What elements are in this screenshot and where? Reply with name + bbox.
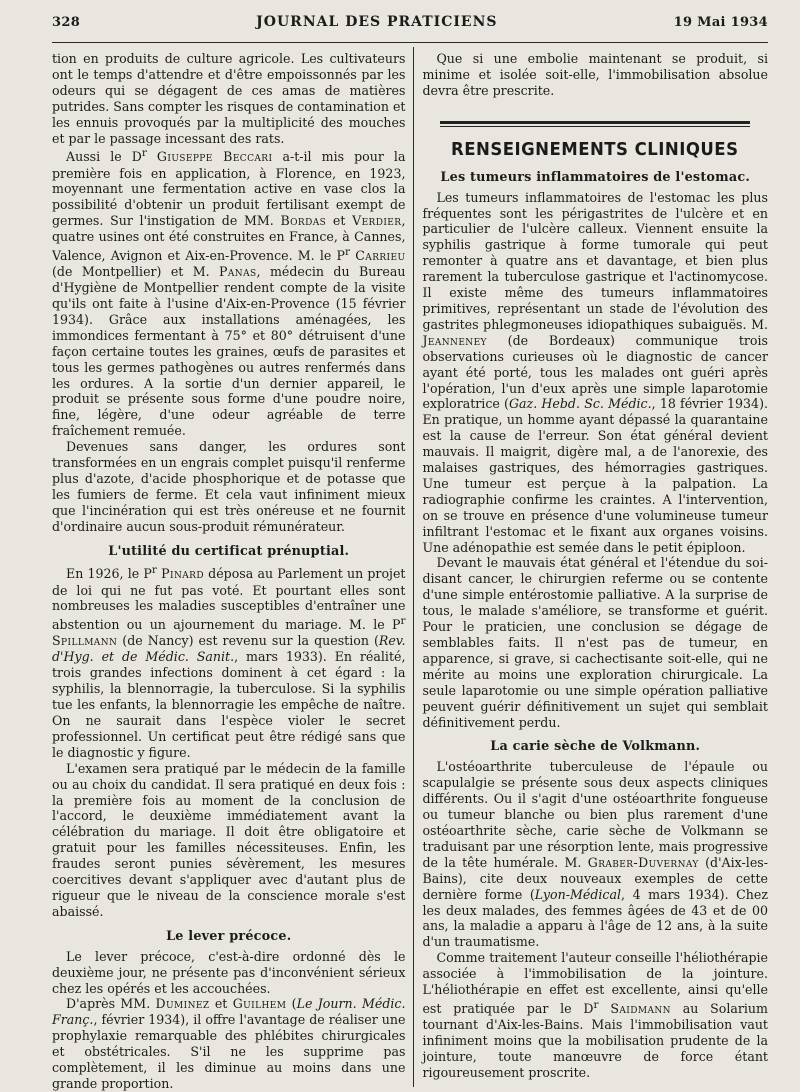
- journal-title: JOURNAL DES PRATICIENS: [256, 14, 498, 30]
- paragraph: Que si une embolie maintenant se produit, si minime et isolée soit-elle, l'immobilisation absolue devra être prescrite.: [422, 51, 768, 98]
- issue-date: 19 Mai 1934: [673, 15, 768, 30]
- paragraph: En 1926, le $P^r$ Pinard déposa au Parlement un projet de loi qui ne fut pas voté. Et pourtant elles sont nombreuses les maladies susceptibles d'entraîner une abstention ou un ajournement du mariage. M. le $P^r$ Spillmann (de Nancy) est revenu sur la question (Rev. d'Hyg. et de Médic. Sanit., mars 1933). En réalité, trois grandes infections dominent à cet égard : la syphilis, la blennorragie, la tuberculose. Si la syphilis tue les enfants, la blennorragie les empêche de naître. On ne saurait dans l'espèce violer le secret professionnel. Un certificat peut être rédigé sans que le diagnostic y figure.: [52, 564, 406, 760]
- section-rule: [440, 121, 750, 127]
- paragraph: L'ostéoarthrite tuberculeuse de l'épaule ou scapulalgie se présente sous deux aspects cliniques différents. Ou il s'agit d'une ostéoarthrite fongueuse ou tumeur blanche ou bien plus rarement d'une ostéoarthrite sèche, carie sèche de Volkmann se traduisant par une résorption lente, mais progressive de la tête humérale. M. Graber-Duvernay (d'Aix-les-Bains), cite deux nouveaux exemples de cette dernière forme (Lyon-Médical, 4 mars 1934). Chez les deux malades, des femmes âgées de 43 et de 00 ans, la maladie a apparu à l'âge de 12 ans, à la suite d'un traumatisme.: [422, 759, 768, 950]
- paragraph: D'après MM. Duminez et Guilhem (Le Journ. Médic. Franç., février 1934), il offre l'avantage de réaliser une prophylaxie remarquable des phlébites chirurgicales et obstétricales. S'il ne les supprime pas complètement, il les diminue au moins dans une grande proportion.: [52, 996, 406, 1091]
- left-column: [52, 51, 413, 1092]
- paragraph: Devant le mauvais état général et l'étendue du soi-disant cancer, le chirurgien referme ou se contente d'une simple entérostomie palliative. A la surprise de tous, le malade s'améliore, se transforme et guérit. Pour le praticien, une conclusion se dégage de semblables faits. Il n'est pas de tumeur, en apparence, si grave, si cachectisante soit-elle, qui ne mérite au moins une exploration chirurgicale. La seule laparotomie ou une simple opération palliative peuvent guérir définitivement un sujet qui semblait définitivement perdu.: [422, 555, 768, 730]
- paragraph: Devenues sans danger, les ordures sont transformées en un engrais complet puisqu'il renferme plus d'azote, d'acide phosphorique et de potasse que les fumiers de ferme. Et cela vaut infiniment mieux que l'incinération qui est très onéreuse et ne fournit d'ordinaire aucun sous-produit rémunérateur.: [52, 439, 406, 534]
- paragraph: Aussi le $D^r$ Giuseppe Beccari a-t-il mis pour la première fois en application, à Florence, en 1923, moyennant une fermentation active en vase clos la possibilité d'obtenir un produit fertilisant exempt de germes. Sur l'instigation de MM. Bordas et Verdier, quatre usines ont été construites en France, à Cannes, Valence, Avignon et Aix-en-Provence. M. le $P^r$ Carrieu (de Montpellier) et M. Panas, médecin du Bureau d'Hygiène de Montpellier rendent compte de la visite qu'ils ont faite à l'usine d'Aix-en-Provence (15 février 1934). Grâce aux installations aménagées, les immondices fermentant à 75° et 80° détruisent d'une façon certaine toutes les graines, œufs de parasites et tous les germes pathogènes ou autres renfermés dans les ordures. A la sortie d'un dernier appareil, le produit se présente sous forme d'une poudre noire, fine, légère, d'une odeur agréable de terre fraîchement remuée.: [52, 147, 406, 439]
- paragraph: tion en produits de culture agricole. Les cultivateurs ont le temps d'attendre et d'être empoissonnés par les odeurs qui se dégagent de ces amas de matières putrides. Sans compter les risques de contamination et les ennuis provoqués par la multiplicité des mouches et par le passage incessant des rats.: [52, 51, 406, 146]
- right-column: [414, 51, 768, 1092]
- paragraph: L'examen sera pratiqué par le médecin de la famille ou au choix du candidat. Il sera pratiqué en deux fois : la première fois au moment de la conclusion de l'accord, le deuxième immédiatement avant la célébration du mariage. Il doit être obligatoire et gratuit pour les familles nécessiteuses. Enfin, les fraudes seront punies sévèrement, les mesures coercitives devant s'appliquer avec d'autant plus de rigueur que le niveau de la conscience morale s'est abaissé.: [52, 760, 406, 919]
- section-title: RENSEIGNEMENTS CLINIQUES: [451, 138, 739, 160]
- section-heading: Les tumeurs inflammatoires de l'estomac.: [440, 169, 751, 185]
- paragraph: Comme traitement l'auteur conseille l'héliothérapie associée à l'immobilisation de la jointure. L'héliothérapie en effet est excellente, ainsi qu'elle est pratiquée par le $D^r$ Saidmann au Solarium tournant d'Aix-les-Bains. Mais l'immobilisation vaut infiniment moins que la mobilisation prudente de la jointure, toute manœuvre de force étant rigoureusement proscrite.: [422, 950, 768, 1080]
- section-heading: La carie sèche de Volkmann.: [490, 739, 701, 755]
- page-number: 328: [52, 15, 81, 30]
- paragraph: Le lever précoce, c'est-à-dire ordonné dès le deuxième jour, ne présente pas d'inconvénient sérieux chez les opérés et les accouchées.: [52, 948, 406, 996]
- section-heading: L'utilité du certificat prénuptial.: [108, 543, 350, 559]
- section-heading: Le lever précoce.: [166, 928, 292, 944]
- paragraph: Les tumeurs inflammatoires de l'estomac les plus fréquentes sont les périgastrites de l'ulcère et en particulier de l'ulcère calleux. Viennent ensuite la syphilis gastrique à forme tumorale qui peut remonter à quatre ans et davantage, et bien plus rarement la tuberculose gastrique et l'actinomycose. Il existe même des tumeurs inflammatoires primitives, représentant un stade de l'évolution des gastrites phlegmoneuses idiopathiques subaiguës. M. Jeanneney (de Bordeaux) communique trois observations curieuses où le diagnostic de cancer ayant été porté, tous les malades ont guéri après l'opération, l'un d'eux après une simple laparotomie exploratrice (Gaz. Hebd. Sc. Médic., 18 février 1934). En pratique, un homme ayant dépassé la quarantaine est la cause de l'erreur. Son état général devient mauvais. Il maigrit, digère mal, a de l'anorexie, des malaises gastriques, des hémorragies gastriques. Une tumeur est perçue à la palpation. La radiographie confirme les craintes. A l'intervention, on se trouve en présence d'une volumineuse tumeur infiltrant l'estomac et le fixant aux organes voisins. Une adénopathie est semée dans le petit épiploon.: [422, 189, 768, 555]
- header-rule: [52, 42, 768, 43]
- two-column-body: [52, 51, 768, 1092]
- running-header: [52, 14, 768, 36]
